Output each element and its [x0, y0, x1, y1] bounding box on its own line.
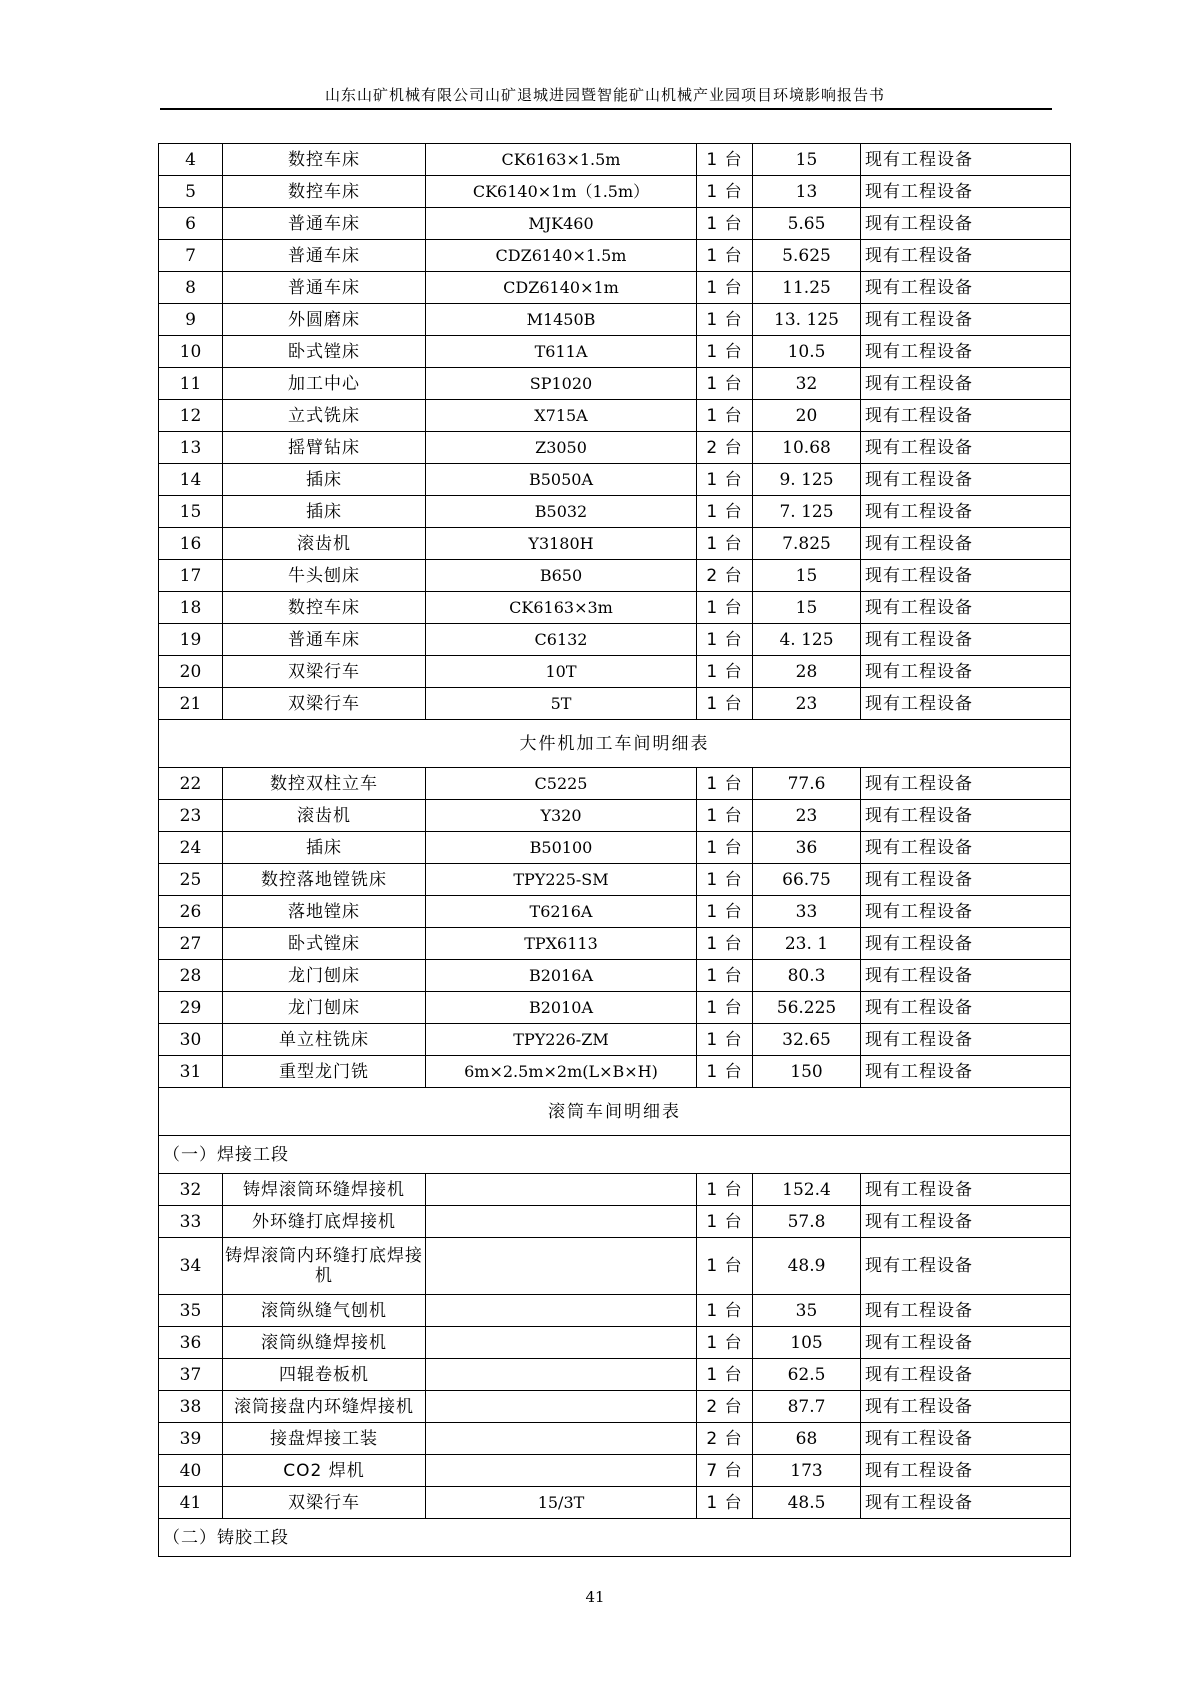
equipment-quantity: 1 台 — [697, 272, 753, 304]
item-number: 21 — [159, 688, 223, 720]
equipment-power: 13. 125 — [753, 304, 861, 336]
equipment-spec — [426, 1455, 697, 1487]
equipment-quantity: 7 台 — [697, 1455, 753, 1487]
item-number: 13 — [159, 432, 223, 464]
equipment-status: 现有工程设备 — [861, 1174, 1071, 1206]
equipment-quantity: 1 台 — [697, 896, 753, 928]
equipment-power: 80.3 — [753, 960, 861, 992]
table-row — [159, 1327, 1071, 1359]
item-number: 38 — [159, 1391, 223, 1423]
equipment-quantity: 1 台 — [697, 960, 753, 992]
table-row — [159, 688, 1071, 720]
equipment-power: 48.5 — [753, 1487, 861, 1519]
item-number: 34 — [159, 1238, 223, 1295]
equipment-spec: B50100 — [426, 832, 697, 864]
equipment-quantity: 1 台 — [697, 688, 753, 720]
equipment-status: 现有工程设备 — [861, 432, 1071, 464]
equipment-name: 滚筒接盘内环缝焊接机 — [223, 1391, 426, 1423]
equipment-quantity: 2 台 — [697, 1391, 753, 1423]
equipment-name: 单立柱铣床 — [223, 1024, 426, 1056]
item-number: 24 — [159, 832, 223, 864]
equipment-spec — [426, 1295, 697, 1327]
equipment-status: 现有工程设备 — [861, 496, 1071, 528]
equipment-power: 33 — [753, 896, 861, 928]
table-row — [159, 1455, 1071, 1487]
header-divider — [160, 108, 1052, 110]
equipment-status: 现有工程设备 — [861, 864, 1071, 896]
equipment-spec — [426, 1327, 697, 1359]
table-row — [159, 624, 1071, 656]
equipment-status: 现有工程设备 — [861, 928, 1071, 960]
equipment-name: 滚齿机 — [223, 528, 426, 560]
equipment-name: 双梁行车 — [223, 1487, 426, 1519]
equipment-power: 13 — [753, 176, 861, 208]
equipment-quantity: 1 台 — [697, 144, 753, 176]
table-row — [159, 176, 1071, 208]
equipment-spec: T611A — [426, 336, 697, 368]
equipment-name: 卧式镗床 — [223, 928, 426, 960]
item-number: 12 — [159, 400, 223, 432]
equipment-spec: SP1020 — [426, 368, 697, 400]
equipment-quantity: 1 台 — [697, 528, 753, 560]
equipment-name: 重型龙门铣 — [223, 1056, 426, 1088]
section-title: 大件机加工车间明细表 — [159, 720, 1071, 768]
equipment-name: CO2 焊机 — [223, 1455, 426, 1487]
equipment-status: 现有工程设备 — [861, 1056, 1071, 1088]
equipment-name: 接盘焊接工装 — [223, 1423, 426, 1455]
equipment-name: 插床 — [223, 464, 426, 496]
equipment-status: 现有工程设备 — [861, 1024, 1071, 1056]
equipment-name: 摇臂钻床 — [223, 432, 426, 464]
table-row — [159, 1391, 1071, 1423]
equipment-quantity: 1 台 — [697, 624, 753, 656]
item-number: 16 — [159, 528, 223, 560]
equipment-power: 11.25 — [753, 272, 861, 304]
equipment-name: 插床 — [223, 496, 426, 528]
table-row — [159, 1423, 1071, 1455]
equipment-quantity: 1 台 — [697, 176, 753, 208]
equipment-spec — [426, 1391, 697, 1423]
equipment-status: 现有工程设备 — [861, 144, 1071, 176]
equipment-name: 数控车床 — [223, 144, 426, 176]
item-number: 25 — [159, 864, 223, 896]
equipment-spec: Y3180H — [426, 528, 697, 560]
equipment-name: 普通车床 — [223, 208, 426, 240]
equipment-power: 10.5 — [753, 336, 861, 368]
equipment-quantity: 2 台 — [697, 560, 753, 592]
equipment-quantity: 1 台 — [697, 208, 753, 240]
equipment-power: 87.7 — [753, 1391, 861, 1423]
equipment-name: 牛头刨床 — [223, 560, 426, 592]
equipment-quantity: 1 台 — [697, 368, 753, 400]
table-row — [159, 304, 1071, 336]
equipment-name: 双梁行车 — [223, 688, 426, 720]
equipment-status: 现有工程设备 — [861, 560, 1071, 592]
equipment-power: 10.68 — [753, 432, 861, 464]
equipment-power: 15 — [753, 144, 861, 176]
equipment-name: 数控车床 — [223, 176, 426, 208]
table-row — [159, 1206, 1071, 1238]
equipment-power: 15 — [753, 592, 861, 624]
equipment-name: 插床 — [223, 832, 426, 864]
equipment-power: 32 — [753, 368, 861, 400]
equipment-spec: B5032 — [426, 496, 697, 528]
equipment-name: 滚筒纵缝焊接机 — [223, 1327, 426, 1359]
equipment-status: 现有工程设备 — [861, 1391, 1071, 1423]
table-row — [159, 656, 1071, 688]
equipment-spec: C6132 — [426, 624, 697, 656]
equipment-power: 57.8 — [753, 1206, 861, 1238]
equipment-name: 双梁行车 — [223, 656, 426, 688]
equipment-quantity: 1 台 — [697, 1056, 753, 1088]
item-number: 27 — [159, 928, 223, 960]
equipment-quantity: 1 台 — [697, 1359, 753, 1391]
equipment-status: 现有工程设备 — [861, 800, 1071, 832]
equipment-power: 35 — [753, 1295, 861, 1327]
equipment-power: 66.75 — [753, 864, 861, 896]
equipment-name: 四辊卷板机 — [223, 1359, 426, 1391]
equipment-quantity: 1 台 — [697, 336, 753, 368]
equipment-power: 5.65 — [753, 208, 861, 240]
equipment-spec: CK6163×3m — [426, 592, 697, 624]
equipment-spec: X715A — [426, 400, 697, 432]
table-row — [159, 144, 1071, 176]
item-number: 35 — [159, 1295, 223, 1327]
equipment-spec: B2016A — [426, 960, 697, 992]
equipment-status: 现有工程设备 — [861, 1295, 1071, 1327]
table-row — [159, 464, 1071, 496]
item-number: 4 — [159, 144, 223, 176]
equipment-quantity: 1 台 — [697, 768, 753, 800]
table-row — [159, 1056, 1071, 1088]
equipment-power: 9. 125 — [753, 464, 861, 496]
equipment-name: 滚齿机 — [223, 800, 426, 832]
equipment-power: 105 — [753, 1327, 861, 1359]
equipment-power: 7. 125 — [753, 496, 861, 528]
equipment-spec: 5T — [426, 688, 697, 720]
equipment-quantity: 2 台 — [697, 432, 753, 464]
equipment-quantity: 1 台 — [697, 1206, 753, 1238]
equipment-power: 68 — [753, 1423, 861, 1455]
equipment-power: 48.9 — [753, 1238, 861, 1295]
equipment-name: 龙门刨床 — [223, 960, 426, 992]
equipment-power: 152.4 — [753, 1174, 861, 1206]
equipment-spec: M1450B — [426, 304, 697, 336]
item-number: 6 — [159, 208, 223, 240]
equipment-status: 现有工程设备 — [861, 528, 1071, 560]
equipment-status: 现有工程设备 — [861, 368, 1071, 400]
table-row — [159, 528, 1071, 560]
equipment-power: 23 — [753, 800, 861, 832]
equipment-status: 现有工程设备 — [861, 272, 1071, 304]
equipment-quantity: 1 台 — [697, 864, 753, 896]
equipment-table-body — [159, 144, 1071, 1557]
item-number: 41 — [159, 1487, 223, 1519]
equipment-status: 现有工程设备 — [861, 336, 1071, 368]
item-number: 5 — [159, 176, 223, 208]
equipment-spec: MJK460 — [426, 208, 697, 240]
equipment-spec: B650 — [426, 560, 697, 592]
item-number: 11 — [159, 368, 223, 400]
item-number: 39 — [159, 1423, 223, 1455]
equipment-spec: B5050A — [426, 464, 697, 496]
equipment-status: 现有工程设备 — [861, 1238, 1071, 1295]
equipment-table — [158, 143, 1071, 1557]
equipment-name: 卧式镗床 — [223, 336, 426, 368]
table-row — [159, 272, 1071, 304]
equipment-quantity: 1 台 — [697, 832, 753, 864]
table-row — [159, 1359, 1071, 1391]
equipment-spec: 15/3T — [426, 1487, 697, 1519]
item-number: 20 — [159, 656, 223, 688]
equipment-spec: CK6163×1.5m — [426, 144, 697, 176]
equipment-name: 普通车床 — [223, 240, 426, 272]
subsection-header-row — [159, 1136, 1071, 1174]
equipment-status: 现有工程设备 — [861, 1327, 1071, 1359]
item-number: 23 — [159, 800, 223, 832]
equipment-status: 现有工程设备 — [861, 464, 1071, 496]
item-number: 28 — [159, 960, 223, 992]
equipment-spec — [426, 1423, 697, 1455]
equipment-quantity: 1 台 — [697, 1174, 753, 1206]
table-row — [159, 768, 1071, 800]
table-row — [159, 336, 1071, 368]
equipment-power: 4. 125 — [753, 624, 861, 656]
equipment-name: 普通车床 — [223, 624, 426, 656]
table-row — [159, 960, 1071, 992]
equipment-spec: 6m×2.5m×2m(L×B×H) — [426, 1056, 697, 1088]
equipment-status: 现有工程设备 — [861, 1359, 1071, 1391]
table-row — [159, 496, 1071, 528]
subsection-title: （二）铸胶工段 — [159, 1519, 1071, 1557]
equipment-spec: TPY226-ZM — [426, 1024, 697, 1056]
item-number: 14 — [159, 464, 223, 496]
equipment-name: 外圆磨床 — [223, 304, 426, 336]
equipment-quantity: 1 台 — [697, 1295, 753, 1327]
equipment-name: 铸焊滚筒内环缝打底焊接机 — [223, 1238, 426, 1295]
equipment-status: 现有工程设备 — [861, 896, 1071, 928]
table-row — [159, 592, 1071, 624]
equipment-power: 7.825 — [753, 528, 861, 560]
equipment-quantity: 1 台 — [697, 240, 753, 272]
item-number: 19 — [159, 624, 223, 656]
equipment-spec — [426, 1359, 697, 1391]
equipment-spec: CDZ6140×1.5m — [426, 240, 697, 272]
equipment-quantity: 1 台 — [697, 1024, 753, 1056]
equipment-name: 立式铣床 — [223, 400, 426, 432]
item-number: 30 — [159, 1024, 223, 1056]
item-number: 9 — [159, 304, 223, 336]
equipment-quantity: 1 台 — [697, 1238, 753, 1295]
equipment-spec: Z3050 — [426, 432, 697, 464]
item-number: 36 — [159, 1327, 223, 1359]
table-row — [159, 240, 1071, 272]
equipment-power: 173 — [753, 1455, 861, 1487]
equipment-quantity: 1 台 — [697, 400, 753, 432]
equipment-power: 36 — [753, 832, 861, 864]
item-number: 40 — [159, 1455, 223, 1487]
report-header-title: 山东山矿机械有限公司山矿退城进园暨智能矿山机械产业园项目环境影响报告书 — [324, 86, 885, 104]
item-number: 8 — [159, 272, 223, 304]
item-number: 17 — [159, 560, 223, 592]
equipment-status: 现有工程设备 — [861, 1455, 1071, 1487]
equipment-status: 现有工程设备 — [861, 1423, 1071, 1455]
equipment-status: 现有工程设备 — [861, 304, 1071, 336]
equipment-power: 28 — [753, 656, 861, 688]
equipment-spec — [426, 1206, 697, 1238]
table-row — [159, 368, 1071, 400]
equipment-status: 现有工程设备 — [861, 624, 1071, 656]
equipment-spec: CK6140×1m（1.5m） — [426, 176, 697, 208]
subsection-title: （一）焊接工段 — [159, 1136, 1071, 1174]
equipment-quantity: 1 台 — [697, 304, 753, 336]
table-row — [159, 560, 1071, 592]
equipment-spec: B2010A — [426, 992, 697, 1024]
table-row — [159, 1487, 1071, 1519]
item-number: 18 — [159, 592, 223, 624]
equipment-power: 32.65 — [753, 1024, 861, 1056]
equipment-name: 滚筒纵缝气刨机 — [223, 1295, 426, 1327]
equipment-name: 外环缝打底焊接机 — [223, 1206, 426, 1238]
equipment-status: 现有工程设备 — [861, 240, 1071, 272]
equipment-spec: TPY225-SM — [426, 864, 697, 896]
item-number: 29 — [159, 992, 223, 1024]
equipment-quantity: 1 台 — [697, 1487, 753, 1519]
equipment-spec: T6216A — [426, 896, 697, 928]
equipment-power: 23. 1 — [753, 928, 861, 960]
equipment-status: 现有工程设备 — [861, 592, 1071, 624]
table-row — [159, 432, 1071, 464]
section-title: 滚筒车间明细表 — [159, 1088, 1071, 1136]
equipment-name: 数控落地镗铣床 — [223, 864, 426, 896]
item-number: 32 — [159, 1174, 223, 1206]
equipment-status: 现有工程设备 — [861, 1487, 1071, 1519]
equipment-quantity: 1 台 — [697, 592, 753, 624]
equipment-spec: Y320 — [426, 800, 697, 832]
equipment-name: 数控车床 — [223, 592, 426, 624]
equipment-power: 23 — [753, 688, 861, 720]
item-number: 33 — [159, 1206, 223, 1238]
equipment-name: 铸焊滚筒环缝焊接机 — [223, 1174, 426, 1206]
equipment-power: 15 — [753, 560, 861, 592]
equipment-status: 现有工程设备 — [861, 176, 1071, 208]
item-number: 26 — [159, 896, 223, 928]
table-row — [159, 208, 1071, 240]
equipment-quantity: 1 台 — [697, 928, 753, 960]
equipment-spec: CDZ6140×1m — [426, 272, 697, 304]
equipment-status: 现有工程设备 — [861, 208, 1071, 240]
equipment-name: 数控双柱立车 — [223, 768, 426, 800]
equipment-quantity: 1 台 — [697, 464, 753, 496]
equipment-status: 现有工程设备 — [861, 656, 1071, 688]
table-row — [159, 1238, 1071, 1295]
equipment-spec — [426, 1174, 697, 1206]
equipment-name: 龙门刨床 — [223, 992, 426, 1024]
equipment-power: 56.225 — [753, 992, 861, 1024]
equipment-spec: TPX6113 — [426, 928, 697, 960]
equipment-power: 150 — [753, 1056, 861, 1088]
equipment-quantity: 1 台 — [697, 496, 753, 528]
table-row — [159, 1174, 1071, 1206]
equipment-status: 现有工程设备 — [861, 688, 1071, 720]
equipment-power: 77.6 — [753, 768, 861, 800]
equipment-status: 现有工程设备 — [861, 400, 1071, 432]
item-number: 31 — [159, 1056, 223, 1088]
equipment-power: 5.625 — [753, 240, 861, 272]
table-row — [159, 992, 1071, 1024]
equipment-quantity: 2 台 — [697, 1423, 753, 1455]
equipment-power: 62.5 — [753, 1359, 861, 1391]
item-number: 7 — [159, 240, 223, 272]
item-number: 15 — [159, 496, 223, 528]
section-header-row — [159, 720, 1071, 768]
table-row — [159, 864, 1071, 896]
page-number: 41 — [585, 1588, 605, 1606]
table-row — [159, 928, 1071, 960]
equipment-spec: 10T — [426, 656, 697, 688]
equipment-status: 现有工程设备 — [861, 1206, 1071, 1238]
table-row — [159, 896, 1071, 928]
subsection-header-row — [159, 1519, 1071, 1557]
equipment-name: 落地镗床 — [223, 896, 426, 928]
table-row — [159, 832, 1071, 864]
table-row — [159, 800, 1071, 832]
equipment-status: 现有工程设备 — [861, 960, 1071, 992]
equipment-quantity: 1 台 — [697, 656, 753, 688]
equipment-quantity: 1 台 — [697, 1327, 753, 1359]
equipment-status: 现有工程设备 — [861, 992, 1071, 1024]
table-row — [159, 1024, 1071, 1056]
equipment-spec — [426, 1238, 697, 1295]
equipment-quantity: 1 台 — [697, 800, 753, 832]
table-row — [159, 400, 1071, 432]
equipment-name: 加工中心 — [223, 368, 426, 400]
section-header-row — [159, 1088, 1071, 1136]
equipment-power: 20 — [753, 400, 861, 432]
equipment-name: 普通车床 — [223, 272, 426, 304]
item-number: 22 — [159, 768, 223, 800]
equipment-quantity: 1 台 — [697, 992, 753, 1024]
item-number: 37 — [159, 1359, 223, 1391]
item-number: 10 — [159, 336, 223, 368]
equipment-spec: C5225 — [426, 768, 697, 800]
table-row — [159, 1295, 1071, 1327]
equipment-status: 现有工程设备 — [861, 768, 1071, 800]
equipment-status: 现有工程设备 — [861, 832, 1071, 864]
